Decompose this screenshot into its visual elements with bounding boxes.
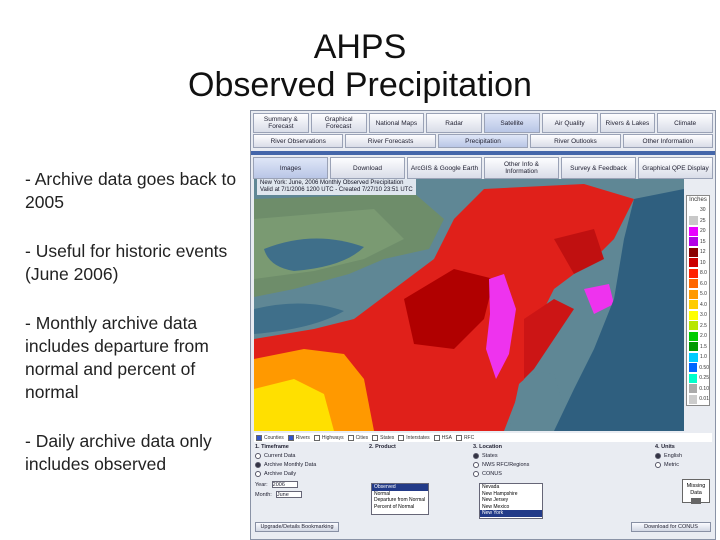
overlay-toggle[interactable] xyxy=(434,435,452,441)
overlay-label: Interstates xyxy=(406,434,430,441)
radio-dot xyxy=(655,462,661,468)
year-label: Year: xyxy=(255,482,268,488)
legend xyxy=(686,195,710,406)
legend-swatch xyxy=(687,226,709,237)
month-label: Month: xyxy=(255,492,272,498)
legend-swatch xyxy=(687,205,709,216)
legend-title: Inches xyxy=(689,197,707,203)
legend-swatch xyxy=(687,310,709,321)
legend-swatch xyxy=(687,331,709,342)
year-select[interactable]: 2006 xyxy=(272,481,298,488)
tab-arcgis[interactable]: ArcGIS & Google Earth xyxy=(407,157,482,179)
legend-color xyxy=(689,216,698,225)
tab-survey[interactable]: Survey & Feedback xyxy=(561,157,636,179)
tab-images[interactable]: Images xyxy=(253,157,328,179)
radio-dot xyxy=(255,453,261,459)
legend-color xyxy=(689,258,698,267)
legend-value: 30 xyxy=(700,207,706,214)
legend-color xyxy=(689,332,698,341)
legend-value: 20 xyxy=(700,228,706,235)
checkbox[interactable] xyxy=(348,435,354,441)
bullet-monthly: - Monthly archive data includes departure from normal and percent of normal xyxy=(25,313,209,402)
checkbox[interactable] xyxy=(398,435,404,441)
nav-row-primary xyxy=(253,113,713,133)
legend-value: 4.0 xyxy=(700,301,707,308)
legend-color xyxy=(689,290,698,299)
legend-color xyxy=(689,353,698,362)
legend-swatch xyxy=(687,247,709,258)
missing-data-legend xyxy=(682,479,710,503)
radio-label: English xyxy=(664,453,683,459)
legend-value: 2.5 xyxy=(700,322,707,329)
nav-other-information[interactable]: Other Information xyxy=(623,134,713,148)
units-heading: 4. Units xyxy=(655,444,675,450)
overlay-checkboxes xyxy=(254,433,712,442)
missing-data-label: Missing Data xyxy=(686,483,706,496)
radio-current[interactable] xyxy=(255,453,365,459)
location-option[interactable]: New Hampshire xyxy=(482,490,518,497)
radio-rfc[interactable] xyxy=(473,462,583,468)
radio-label: Archive Monthly Data xyxy=(264,462,317,468)
radio-dot xyxy=(255,462,261,468)
radio-dot xyxy=(655,453,661,459)
legend-swatch xyxy=(687,352,709,363)
legend-value: 25 xyxy=(700,217,706,224)
checkbox[interactable] xyxy=(456,435,462,441)
checkbox[interactable] xyxy=(256,435,262,441)
legend-value: 0.10 xyxy=(699,385,709,392)
overlay-label: Highways xyxy=(321,434,344,441)
product-option[interactable]: Normal xyxy=(374,490,391,497)
download-conus-button[interactable]: Download for CONUS xyxy=(631,522,711,532)
legend-color xyxy=(689,248,698,257)
month-select[interactable]: June xyxy=(276,491,302,498)
legend-color xyxy=(689,311,698,320)
legend-value: 2.0 xyxy=(700,333,707,340)
tab-other-info[interactable]: Other Info & Information xyxy=(484,157,559,179)
legend-color xyxy=(689,279,698,288)
overlay-label: RFC xyxy=(463,434,475,441)
nav-radar[interactable]: Radar xyxy=(426,113,482,133)
overlay-toggle[interactable] xyxy=(348,435,369,441)
radio-label: NWS RFC/Regions xyxy=(482,462,530,468)
legend-swatch xyxy=(687,279,709,290)
legend-color xyxy=(689,300,698,309)
radio-metric[interactable] xyxy=(655,462,713,468)
year-row xyxy=(255,481,365,488)
location-option[interactable]: New Mexico xyxy=(482,503,510,510)
legend-items xyxy=(687,205,709,405)
bullet-historic: - Useful for historic events (June 2006) xyxy=(25,241,228,284)
legend-value: 6.0 xyxy=(700,280,707,287)
legend-color xyxy=(689,321,698,330)
tab-download[interactable]: Download xyxy=(330,157,405,179)
radio-label: Current Data xyxy=(264,453,296,459)
radio-dot xyxy=(473,471,479,477)
legend-value: 0.50 xyxy=(699,364,709,371)
legend-value: 1.0 xyxy=(700,354,707,361)
legend-color xyxy=(689,395,697,404)
legend-color xyxy=(689,237,698,246)
radio-label: States xyxy=(482,453,498,459)
location-option[interactable]: New Jersey xyxy=(482,497,509,504)
product-heading: 2. Product xyxy=(369,444,396,450)
bullet-daily: - Daily archive data only includes observed xyxy=(25,431,212,474)
legend-value: 5.0 xyxy=(700,291,707,298)
nav-national-maps[interactable]: National Maps xyxy=(369,113,425,133)
legend-value: 15 xyxy=(700,238,706,245)
radio-states[interactable] xyxy=(473,453,583,459)
product-option[interactable]: Departure from Normal xyxy=(374,497,426,504)
legend-value: 1.5 xyxy=(700,343,707,350)
nav-row-secondary xyxy=(253,134,713,148)
radio-label: Metric xyxy=(664,462,679,468)
overlay-label: HSA xyxy=(441,434,452,441)
tab-graphical-qpe[interactable]: Graphical QPE Display xyxy=(638,157,713,179)
overlay-toggle[interactable] xyxy=(372,435,394,441)
legend-color xyxy=(689,374,697,383)
nav-climate[interactable]: Climate xyxy=(657,113,713,133)
nav-river-forecasts[interactable]: River Forecasts xyxy=(345,134,435,148)
precipitation-map[interactable] xyxy=(254,179,684,431)
location-heading: 3. Location xyxy=(473,444,503,450)
radio-archive-daily[interactable] xyxy=(255,471,365,477)
legend-swatch xyxy=(687,300,709,311)
ahps-screenshot xyxy=(250,110,716,540)
nav-rivers-lakes[interactable]: Rivers & Lakes xyxy=(600,113,656,133)
map-header-title: New York: June, 2006 Monthly Observed Precipitation xyxy=(260,180,404,186)
overlay-label: Counties xyxy=(264,434,284,441)
product-list[interactable] xyxy=(371,483,429,515)
nav-graphical[interactable]: Graphical Forecast xyxy=(311,113,367,133)
timeframe-panel xyxy=(255,444,365,528)
overlay-label: Rivers xyxy=(295,434,310,441)
legend-swatch xyxy=(687,268,709,279)
legend-color xyxy=(689,363,697,372)
map-header-valid: Valid at 7/1/2006 1200 UTC - Created 7/27/10 23:51 UTC xyxy=(260,187,413,193)
checkbox[interactable] xyxy=(372,435,378,441)
bullet-list xyxy=(25,168,247,502)
overlay-toggle[interactable] xyxy=(398,435,429,441)
checkbox[interactable] xyxy=(434,435,440,441)
product-option[interactable]: Percent of Normal xyxy=(374,503,415,510)
slide-title-line1: AHPS xyxy=(313,28,407,66)
radio-label: CONUS xyxy=(482,471,502,477)
checkbox[interactable] xyxy=(288,435,294,441)
legend-color xyxy=(689,227,698,236)
nav-summary[interactable]: Summary & Forecast xyxy=(253,113,309,133)
nav-river-observations[interactable]: River Observations xyxy=(253,134,343,148)
legend-swatch xyxy=(687,216,709,227)
legend-swatch xyxy=(687,258,709,269)
nav-precipitation[interactable]: Precipitation xyxy=(438,134,528,148)
location-list[interactable] xyxy=(479,483,543,519)
legend-value: 8.0 xyxy=(700,270,707,277)
location-option[interactable]: Nevada xyxy=(482,484,500,490)
overlay-toggle[interactable] xyxy=(314,435,344,441)
bullet-archive: - Archive data goes back to 2005 xyxy=(25,169,237,212)
radio-conus[interactable] xyxy=(473,471,583,477)
legend-swatch xyxy=(687,363,709,374)
legend-swatch xyxy=(687,342,709,353)
location-option[interactable]: New York xyxy=(480,510,542,517)
legend-swatch xyxy=(687,321,709,332)
overlay-toggle[interactable] xyxy=(256,435,284,441)
legend-value: 0.25 xyxy=(699,375,709,382)
month-row xyxy=(255,491,365,498)
legend-swatch xyxy=(687,384,709,395)
legend-color xyxy=(689,206,698,215)
radio-dot xyxy=(473,453,479,459)
radio-archive-monthly[interactable] xyxy=(255,462,365,468)
legend-value: 0.01 xyxy=(699,396,709,403)
nav-air-quality[interactable]: Air Quality xyxy=(542,113,598,133)
nav-satellite[interactable]: Satellite xyxy=(484,113,540,133)
legend-value: 12 xyxy=(700,249,706,256)
legend-swatch xyxy=(687,289,709,300)
overlay-label: States xyxy=(380,434,395,441)
radio-english[interactable] xyxy=(655,453,713,459)
overlay-toggle[interactable] xyxy=(456,435,474,441)
legend-color xyxy=(689,342,698,351)
legend-swatch xyxy=(687,237,709,248)
nav-divider xyxy=(251,151,715,155)
product-option[interactable]: Observed xyxy=(372,484,428,491)
nav-river-outlooks[interactable]: River Outlooks xyxy=(530,134,620,148)
radio-dot xyxy=(255,471,261,477)
radio-dot xyxy=(473,462,479,468)
bookmark-button[interactable]: Upgrade/Details Bookmarking xyxy=(255,522,339,532)
slide-title-line2: Observed Precipitation xyxy=(188,66,532,104)
timeframe-heading: 1. Timeframe xyxy=(255,444,289,450)
map-graphic xyxy=(254,179,684,431)
checkbox[interactable] xyxy=(314,435,320,441)
overlay-toggle[interactable] xyxy=(288,435,310,441)
legend-color xyxy=(689,384,697,393)
legend-value: 3.0 xyxy=(700,312,707,319)
legend-swatch xyxy=(687,394,709,405)
missing-data-swatch xyxy=(691,498,701,504)
sub-tabs xyxy=(253,157,713,179)
legend-color xyxy=(689,269,698,278)
overlay-label: Cities xyxy=(355,434,369,441)
legend-value: 10 xyxy=(700,259,706,266)
map-header xyxy=(257,179,416,195)
legend-swatch xyxy=(687,373,709,384)
radio-label: Archive Daily xyxy=(264,471,297,477)
